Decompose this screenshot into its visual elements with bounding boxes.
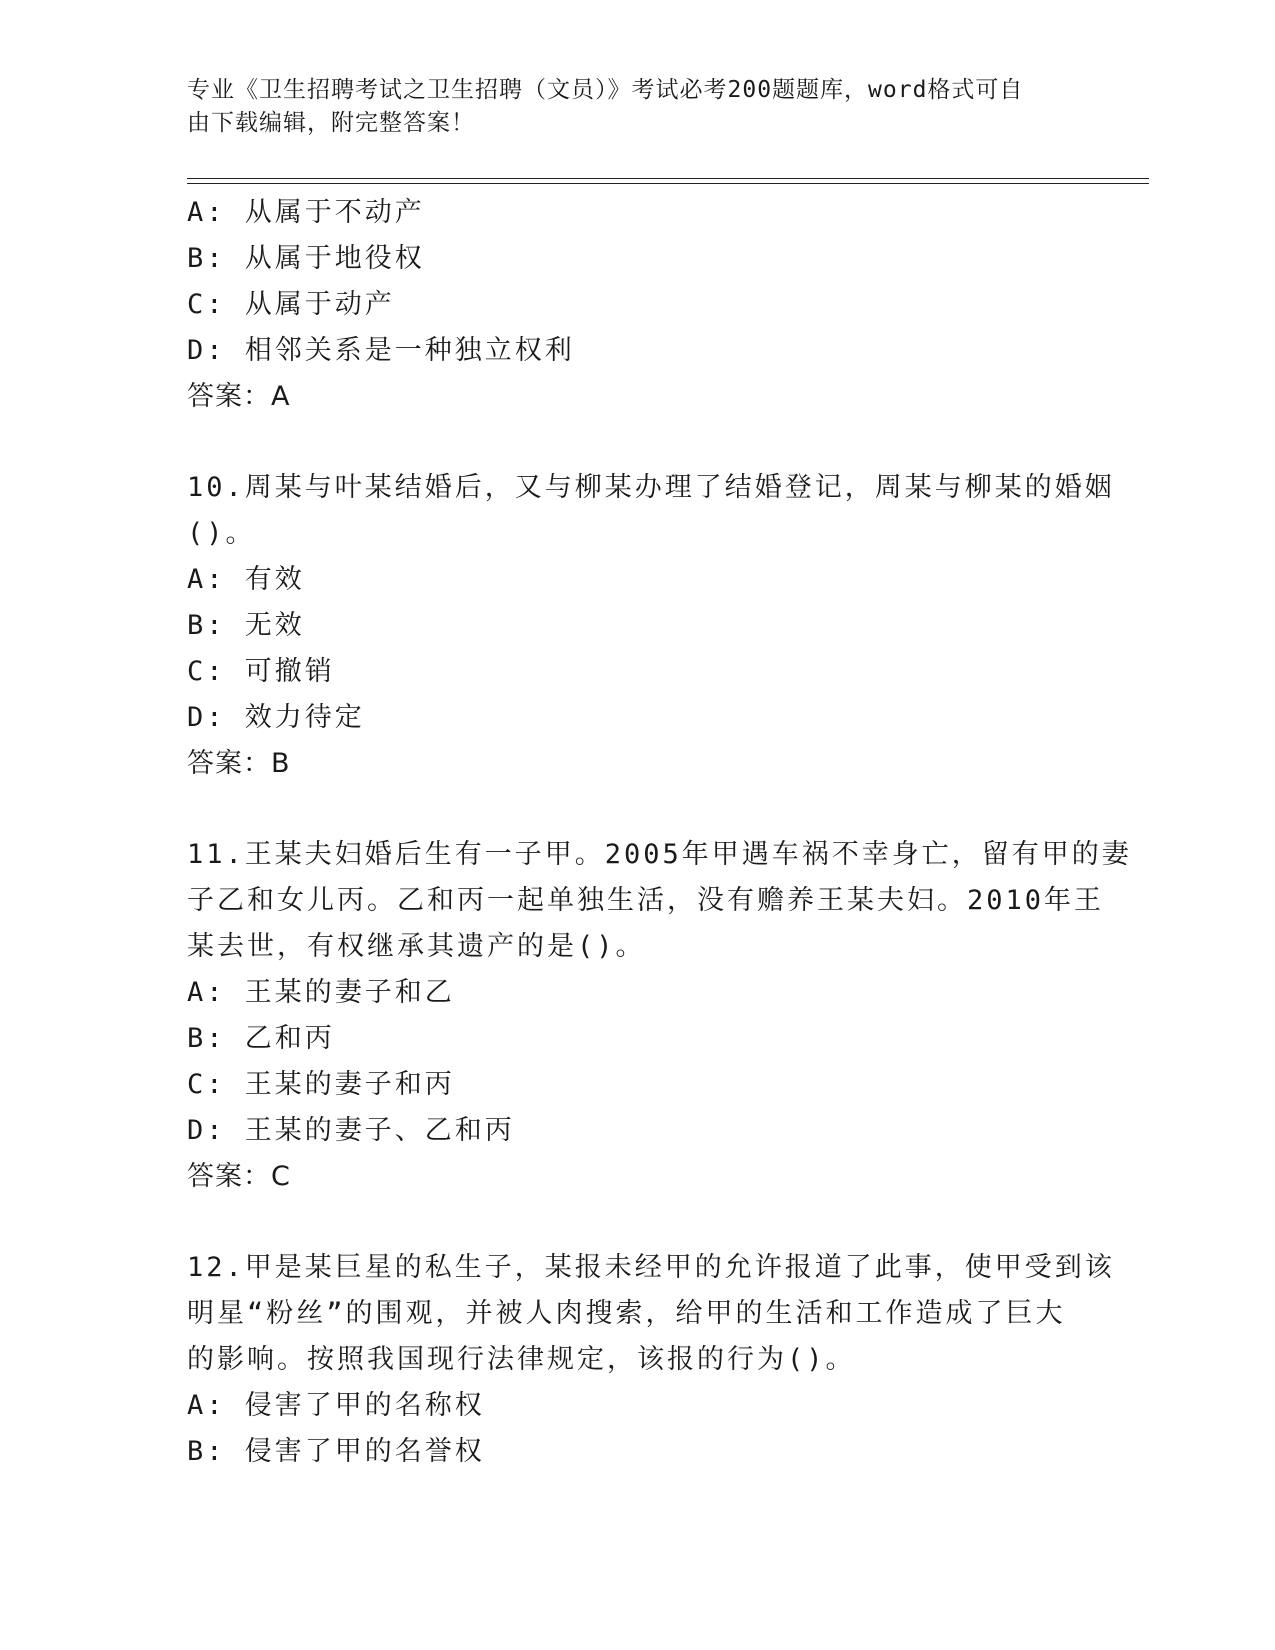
answer-line: 答案：B — [187, 748, 291, 779]
option-c: C: 从属于动产 — [187, 289, 395, 320]
option-a: A: 王某的妻子和乙 — [187, 977, 455, 1008]
option-a: A: 从属于不动产 — [187, 197, 425, 228]
question-stem-line: 10.周某与叶某结婚后，又与柳某办理了结婚登记，周某与柳某的婚姻 — [187, 472, 1115, 503]
option-c: C: 可撤销 — [187, 656, 335, 687]
option-b: B: 乙和丙 — [187, 1023, 335, 1054]
question-stem-line: ()。 — [187, 518, 256, 549]
option-a: A: 有效 — [187, 564, 305, 595]
option-a: A: 侵害了甲的名称权 — [187, 1390, 485, 1421]
header-line-2: 由下载编辑，附完整答案！ — [187, 110, 475, 136]
spacer — [187, 787, 1087, 832]
header-line-1: 专业《卫生招聘考试之卫生招聘（文员）》考试必考200题题库，word格式可自 — [187, 77, 1024, 103]
answer-line: 答案：A — [187, 381, 291, 412]
question-stem-line: 11.王某夫妇婚后生有一子甲。2005年甲遇车祸不幸身亡，留有甲的妻 — [187, 839, 1132, 870]
spacer — [187, 1200, 1087, 1245]
header-divider-bottom — [187, 183, 1149, 184]
option-b: B: 侵害了甲的名誉权 — [187, 1436, 485, 1467]
question-stem-line: 明星“粉丝”的围观，并被人肉搜索，给甲的生活和工作造成了巨大 — [187, 1298, 1066, 1329]
question-stem-line: 的影响。按照我国现行法律规定，该报的行为()。 — [187, 1344, 856, 1375]
question-9 — [187, 190, 1087, 420]
answer-line: 答案：C — [187, 1161, 291, 1192]
question-stem-line: 某去世，有权继承其遗产的是()。 — [187, 931, 646, 962]
header-divider-top — [187, 178, 1149, 179]
question-12 — [187, 1245, 1115, 1475]
option-b: B: 无效 — [187, 610, 305, 641]
option-c: C: 王某的妻子和丙 — [187, 1069, 455, 1100]
option-d: D: 王某的妻子、乙和丙 — [187, 1115, 515, 1146]
document-header — [187, 74, 1067, 140]
question-stem-line: 12.甲是某巨星的私生子，某报未经甲的允许报道了此事，使甲受到该 — [187, 1252, 1115, 1283]
question-list — [187, 190, 1132, 1475]
option-d: D: 相邻关系是一种独立权利 — [187, 335, 575, 366]
question-stem-line: 子乙和女儿丙。乙和丙一起单独生活，没有赡养王某夫妇。2010年王 — [187, 885, 1105, 916]
spacer — [187, 420, 1087, 465]
question-11 — [187, 832, 1132, 1200]
option-d: D: 效力待定 — [187, 702, 365, 733]
option-b: B: 从属于地役权 — [187, 243, 425, 274]
question-10 — [187, 465, 1115, 787]
